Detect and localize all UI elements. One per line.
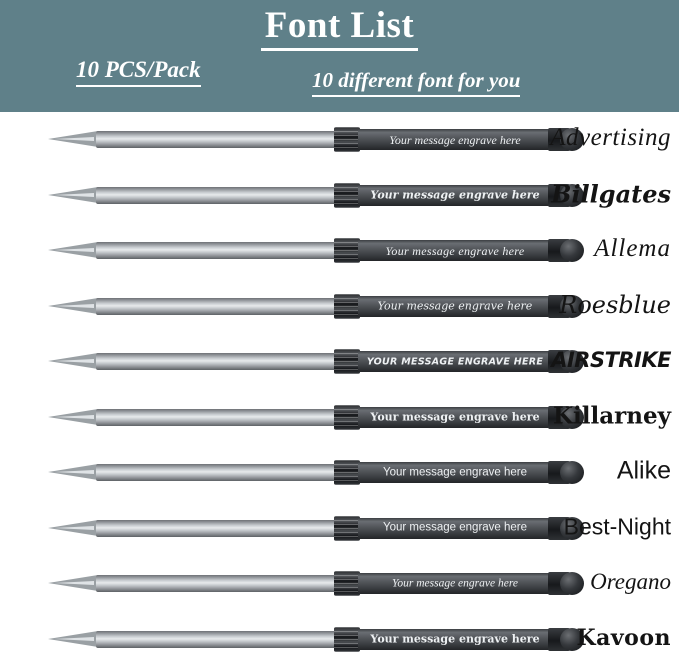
pen-engraved-band — [358, 629, 552, 650]
pen-row — [0, 223, 679, 275]
engrave-text: Your message engrave here — [382, 465, 528, 478]
pen-list — [0, 112, 679, 669]
pen-engraved-band — [358, 129, 552, 150]
pen-image — [48, 289, 540, 323]
pen-barrel — [96, 353, 348, 370]
pen-barrel — [96, 575, 348, 592]
pen-grip-rings — [334, 460, 360, 485]
pen-engraved-band — [358, 240, 552, 261]
pen-barrel — [96, 464, 348, 481]
pen-tip-cone — [48, 187, 98, 204]
pen-engraved-band — [358, 407, 552, 428]
engrave-text: Your message engrave here — [370, 188, 540, 202]
pen-image — [48, 344, 544, 378]
pen-row — [0, 501, 679, 553]
pen-barrel — [96, 409, 348, 426]
engrave-text: YOUR MESSAGE ENGRAVE HERE — [366, 355, 544, 367]
pen-tip-cone — [48, 298, 98, 315]
pen-grip-rings — [334, 349, 360, 374]
pen-grip-rings — [334, 294, 360, 319]
pen-row — [0, 334, 679, 386]
engrave-text: Your message engrave here — [377, 299, 533, 313]
pen-tip-cone — [48, 409, 98, 426]
pen-grip-rings — [334, 127, 360, 152]
pen-row — [0, 612, 679, 664]
pen-tip-cone — [48, 520, 98, 537]
pen-engraved-band — [358, 351, 552, 372]
stylus-tip-icon — [560, 572, 584, 595]
page-title-text: Font List — [261, 5, 418, 51]
stylus-tip-icon — [560, 239, 584, 262]
pen-engraved-band — [358, 518, 552, 539]
font-name-sample: Killarney — [553, 402, 671, 429]
pen-image — [48, 511, 540, 545]
pen-image — [48, 566, 540, 600]
engrave-text: Your message engrave here — [370, 410, 540, 424]
font-name-sample: Alike — [616, 456, 671, 485]
font-name-sample: Billgates — [551, 179, 671, 208]
pen-image — [48, 233, 540, 267]
engrave-text: Your message engrave here — [389, 132, 521, 147]
pen-image — [48, 178, 540, 212]
pen-row — [0, 445, 679, 497]
font-name-sample: Roesblue — [559, 290, 671, 319]
stylus-tip-icon — [560, 461, 584, 484]
pen-tip-cone — [48, 575, 98, 592]
font-name-sample: Best-Night — [563, 513, 671, 539]
pen-engraved-band — [358, 573, 552, 594]
engrave-text: Your message engrave here — [370, 632, 540, 646]
font-name-sample: Advertising — [550, 124, 671, 151]
engrave-text: Your message engrave here — [392, 576, 518, 589]
pen-engraved-band — [358, 462, 552, 483]
engrave-text: Your message engrave here — [385, 243, 525, 258]
pen-grip-rings — [334, 405, 360, 430]
pen-barrel — [96, 187, 348, 204]
engrave-text: Your message engrave here — [382, 521, 528, 534]
pen-grip-rings — [334, 627, 360, 652]
pen-grip-rings — [334, 238, 360, 263]
pen-row — [0, 556, 679, 608]
pen-grip-rings — [334, 516, 360, 541]
page-title — [0, 4, 679, 47]
pen-row — [0, 168, 679, 220]
pen-tip-cone — [48, 464, 98, 481]
pen-barrel — [96, 298, 348, 315]
pen-image — [48, 455, 540, 489]
banner-subtitle: 10 different font for you — [312, 68, 520, 97]
pen-barrel — [96, 242, 348, 259]
header-banner — [0, 0, 679, 112]
font-name-sample: Kavoon — [576, 624, 671, 651]
pen-tip-cone — [48, 242, 98, 259]
pen-barrel — [96, 131, 348, 148]
pen-image — [48, 622, 540, 656]
pen-barrel — [96, 631, 348, 648]
font-name-sample: Allema — [594, 235, 671, 262]
pen-grip-rings — [334, 571, 360, 596]
pen-engraved-band — [358, 296, 552, 317]
pen-row — [0, 279, 679, 331]
pen-grip-rings — [334, 183, 360, 208]
pen-row — [0, 112, 679, 164]
pack-quantity-label: 10 PCS/Pack — [76, 57, 201, 87]
font-name-sample: Oregano — [590, 569, 671, 594]
pen-barrel — [96, 520, 348, 537]
pen-row — [0, 390, 679, 442]
pen-tip-cone — [48, 631, 98, 648]
pen-image — [48, 122, 540, 156]
font-name-sample: AIRSTRIKE — [551, 348, 671, 372]
pen-engraved-band — [358, 185, 552, 206]
pen-tip-cone — [48, 353, 98, 370]
pen-tip-cone — [48, 131, 98, 148]
pen-image — [48, 400, 540, 434]
